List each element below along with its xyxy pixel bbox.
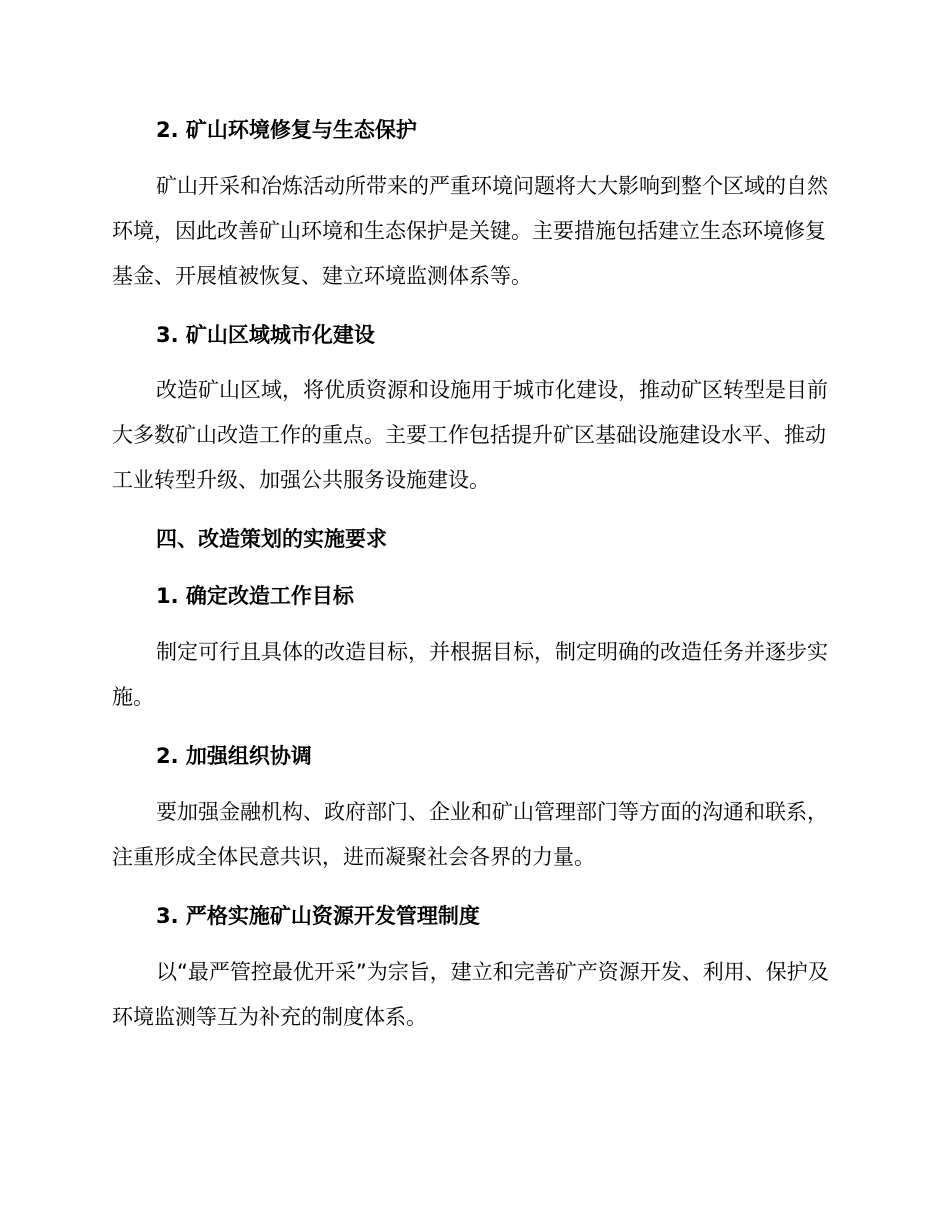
section-heading-urbanization: 3. 矿山区域城市化建设 [156,323,375,347]
section-heading-implementation-requirements: 四、改造策划的实施要求 [156,527,387,551]
paragraph-urbanization: 改造矿山区域，将优质资源和设施用于城市化建设，推动矿区转型是目前大多数矿山改造工作的重点。主要工作包括提升矿区基础设施建设水平、推动工业转型升级、加强公共服务设施建设。 [112,378,828,492]
section-heading-management-system: 3. 严格实施矿山资源开发管理制度 [156,904,480,928]
paragraph-work-goals: 制定可行且具体的改造目标，并根据目标，制定明确的改造任务并逐步实施。 [112,640,828,709]
section-heading-mine-restoration: 2. 矿山环境修复与生态保护 [156,118,417,142]
paragraph-management-system: 以“最严管控最优开采”为宗旨，建立和完善矿产资源开发、利用、保护及环境监测等互为补充的制度体系。 [112,960,829,1029]
paragraph-coordination: 要加强金融机构、政府部门、企业和矿山管理部门等方面的沟通和联系，注重形成全体民意共识，进而凝聚社会各界的力量。 [112,800,828,869]
section-heading-coordination: 2. 加强组织协调 [156,744,312,768]
paragraph-mine-restoration: 矿山开采和冶炼活动所带来的严重环境问题将大大影响到整个区域的自然环境，因此改善矿山环境和生态保护是关键。主要措施包括建立生态环境修复基金、开展植被恢复、建立环境监测体系等。 [112,174,828,288]
section-heading-work-goals: 1. 确定改造工作目标 [156,584,354,608]
